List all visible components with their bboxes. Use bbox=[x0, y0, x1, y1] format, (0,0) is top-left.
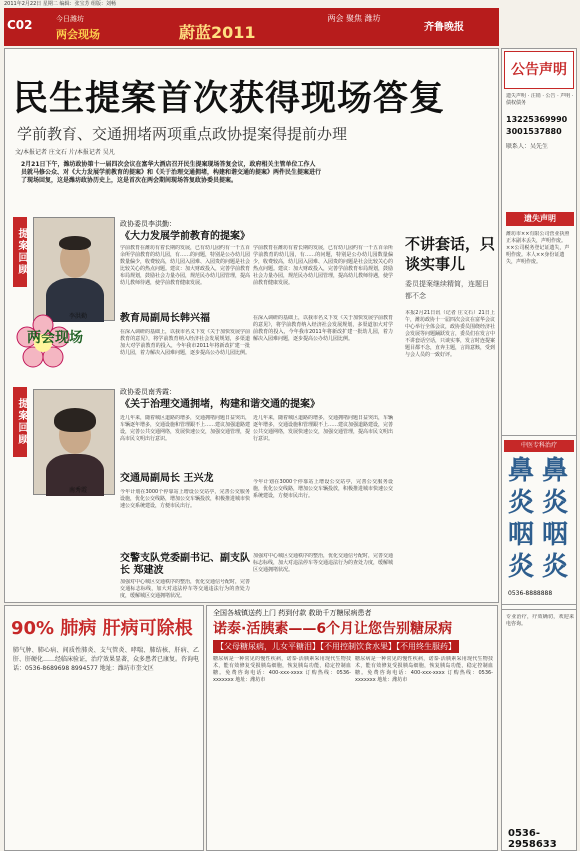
ad-title: 90% 肺病 肝病可除根 bbox=[11, 618, 193, 639]
char: 炎 bbox=[542, 552, 569, 582]
reply2b: 今年计划在3000个停靠站上增设公交站亭，完善公交服务设施，优化公交线路，增加公交车辆投放，积极推进城市快速公交系统建设，方便市民出行。 bbox=[253, 479, 393, 499]
body1: 学前教育在潍坊有着长期的发展，已有幼儿园约有一千五百余所学前教育的幼儿园，有……的问题，特别是公办幼儿园数量偏少，收费较高，幼儿园入园难、入园贵的问题是社会比较关心的热点问题。建议：加大财政投入，完善学前教育布局规划，鼓励社会力量办园，规范民办幼儿园管理，提高幼儿教师待遇，使学前教育健康发展。 bbox=[120, 245, 250, 286]
main-article bbox=[4, 48, 499, 603]
sidebar-story bbox=[405, 234, 495, 590]
ad-body-2: 糖尿病是一种常见的慢性疾病，诺泰·活胰素采用现代生物技术，能有效修复受损胰岛细胞，恢复胰岛功能，稳定控制血糖。免费咨询电话：400-xxx-xxxx 订购热线：0536-xxxxxxx 地址：潍坊市 bbox=[355, 656, 493, 683]
sidebar-subtitle: 委员提案继续精简，连题目都不念 bbox=[405, 280, 489, 300]
banner-sub: 两会 聚焦 潍坊 bbox=[327, 14, 381, 23]
char: 鼻 bbox=[508, 456, 535, 486]
reply2: 今年计划在3000个停靠站上增设公交站亭，完善公交服务设施，优化公交线路，增加公交车辆投放，积极推进城市快速公交系统建设，方便市民出行。 bbox=[120, 489, 250, 509]
title1: 《大力发展学前教育的提案》 bbox=[120, 231, 250, 242]
proposal-review-tag: 提案回顾 bbox=[13, 217, 27, 287]
corner-body: 专业治疗，疗效确切，欢迎来电咨询。 bbox=[506, 614, 574, 627]
lost-notice-badge: 遗失声明 bbox=[506, 212, 574, 226]
reply3-title: 交警支队党委副书记、副支队长 郑建波 bbox=[120, 553, 250, 576]
sidebar-title: 不讲套话，只谈实事儿 bbox=[405, 235, 496, 273]
title2: 《关于治理交通拥堵，构建和谐交通的提案》 bbox=[120, 399, 320, 410]
char: 炎 bbox=[542, 488, 569, 518]
section-small: 今日潍坊 bbox=[56, 15, 84, 23]
photo-nan-xiuxia bbox=[33, 389, 115, 495]
char: 咽 bbox=[508, 520, 535, 550]
lead-paragraph: 2月21日下午，潍坊政协第十一届四次会议在富华大酒店召开民生提案现场答复会议，政府相关主管单位工作人员就马修公众、对《大力发展学前教育的提案》和《关于治理交通拥堵，构建和谐交通的提案》两件民生提案进行了现场回复，这是潍坊政协历史上，这是首次在两会期间现场答复政协委员提案。 bbox=[21, 161, 322, 184]
photo-li-hongqin bbox=[33, 217, 115, 321]
corner-phone: 0536-2958633 bbox=[508, 828, 557, 850]
ad-title: 诺泰·活胰素——6个月让您告别糖尿病 bbox=[213, 621, 453, 637]
ad-body: 肺气肿、肺心病、间质性肺炎、支气管炎、哮喘、肺结核、肝病、乙肝、肝硬化……经临床验证，治疗效果显著，众多患者已康复。咨询电话：0536-8689698 8994577 地址：潍坊市奎文区 bbox=[13, 647, 199, 672]
ad-rhinitis-header: 中医专科治疗 bbox=[504, 440, 574, 452]
banner-title: 蔚蓝2011 bbox=[179, 23, 256, 42]
char: 炎 bbox=[508, 488, 535, 518]
paper-logo: 齐鲁晚报 bbox=[424, 22, 464, 33]
proposal-review-tag-2: 提案回顾 bbox=[13, 387, 27, 457]
ad-rhinitis bbox=[501, 435, 577, 605]
byline: 文/本报记者 庄文石 片/本报记者 吴凡 bbox=[15, 149, 115, 156]
char: 咽 bbox=[542, 520, 569, 550]
photo-caption: 李洪勤 bbox=[69, 313, 88, 320]
section-code: C02 bbox=[7, 18, 33, 32]
ad-phone: 0536-8888888 bbox=[508, 590, 553, 597]
classified-header: 公告声明 bbox=[504, 51, 574, 89]
ad-corner bbox=[501, 609, 577, 851]
intro2: 政协委员南秀霞： bbox=[120, 388, 176, 396]
intro1: 政协委员李洪勤： bbox=[120, 220, 176, 228]
body2b: 近几年来，随着城区道路的增多，交通拥堵问题日益突出，车辆逐年增多，交通设施和管理跟不上……建议加强道路建设，完善公共交通网络，发展快速公交，加强交通管理，提高市民文明出行意识。 bbox=[253, 415, 393, 442]
reply1: 在深入调研的基础上，以我市名义下发《关于加快发展学前教育的意见》，将学前教育纳入经济社会发展规划，多渠道加大对学前教育的投入，今年我市2011年将新改扩建一批幼儿园，着力解决入园难问题，逐步提高公办幼儿园比例。 bbox=[120, 329, 250, 356]
reply1-title: 教育局副局长韩兴福 bbox=[120, 313, 210, 324]
char: 炎 bbox=[508, 552, 535, 582]
subheadline: 学前教育、交通拥堵两项重点政协提案得提前办理 bbox=[17, 125, 348, 143]
phone-2: 3001537880 bbox=[506, 127, 562, 136]
lianghui-logo-text: 两会现场 bbox=[27, 330, 83, 346]
body2: 近几年来，随着城区道路的增多，交通拥堵问题日益突出，车辆逐年增多，交通设施和管理跟不上……建议加强道路建设，完善公共交通网络，发展快速公交，加强交通管理，提高市民文明出行意识。 bbox=[120, 415, 250, 442]
contact: 联系人：吴先生 bbox=[506, 143, 549, 150]
date-line: 2011年2月22日 星期二 编辑：张宝芳 组版：刘畅 bbox=[4, 1, 117, 7]
sidebar-body: 本报2月21日讯（记者 庄文石）21日上午，潍坊政协十一届四次会议在富华会议中心举行全体会议，政协委员围绕经济社会发展等问题踊跃发言，委员们在发言中不讲套话空话，只谈实事，发言时连提案题目都不念，直奔主题，言简意赅，受到与会人员的一致好评。 bbox=[405, 310, 495, 358]
headline: 民生提案首次获得现场答复 bbox=[13, 78, 446, 119]
ad-body: 糖尿病是一种常见的慢性疾病，诺泰·活胰素采用现代生物技术，能有效修复受损胰岛细胞，恢复胰岛功能，稳定控制血糖。免费咨询电话：400-xxx-xxxx 订购热线：0536-xxxxxxx 地址：潍坊市 bbox=[213, 656, 351, 683]
reply3: 加强对中心城区交通秩序的整治，优化交通信号配时，完善交通标志标线，加大对违法停车等交通违法行为的查处力度，缓解城区交通拥堵状况。 bbox=[120, 579, 250, 599]
ad-diabetes bbox=[206, 605, 498, 851]
body1b: 学前教育在潍坊有着长期的发展，已有幼儿园约有一千五百余所学前教育的幼儿园，有……的问题，特别是公办幼儿园数量偏少，收费较高，幼儿园入园难、入园贵的问题是社会比较关心的热点问题。建议：加大财政投入，完善学前教育布局规划，鼓励社会力量办园，规范民办幼儿园管理，提高幼儿教师待遇，使学前教育健康发展。 bbox=[253, 245, 393, 286]
reply3b: 加强对中心城区交通秩序的整治，优化交通信号配时，完善交通标志标线，加大对违法停车等交通违法行为的查处力度，缓解城区交通拥堵状况。 bbox=[253, 553, 393, 573]
photo-caption-2: 南秀霞 bbox=[69, 487, 88, 494]
ad-lung-liver bbox=[4, 605, 204, 851]
ad-subtitle: 【父母糖尿病，儿女平糖泪】【不用控制饮食水果】【不用终生服药】 bbox=[213, 640, 459, 653]
reply1b: 在深入调研的基础上，以我市名义下发《关于加快发展学前教育的意见》，将学前教育纳入经济社会发展规划，多渠道加大对学前教育的投入，今年我市2011年将新改扩建一批幼儿园，着力解决入园难问题，逐步提高公办幼儿园比例。 bbox=[253, 315, 393, 342]
char: 鼻 bbox=[542, 456, 569, 486]
section-topic: 两会现场 bbox=[56, 28, 100, 41]
masthead bbox=[4, 8, 499, 46]
phone-1: 13225369990 bbox=[506, 115, 568, 124]
reply2-title: 交通局副局长 王兴龙 bbox=[120, 473, 214, 484]
ad-top-line: 全国各城镇送药上门 药到付款 救助千万糖尿病患者 bbox=[213, 609, 372, 617]
classified-types: 遗失声明 · 注销 · 公告 · 声明 · 债权债务 bbox=[506, 93, 574, 106]
classified-body: 潍坊市××有限公司营业执照正本副本丢失，声明作废。××公司税务登记证遗失，声明作废。本人××身份证遗失，声明作废。 bbox=[506, 231, 570, 265]
